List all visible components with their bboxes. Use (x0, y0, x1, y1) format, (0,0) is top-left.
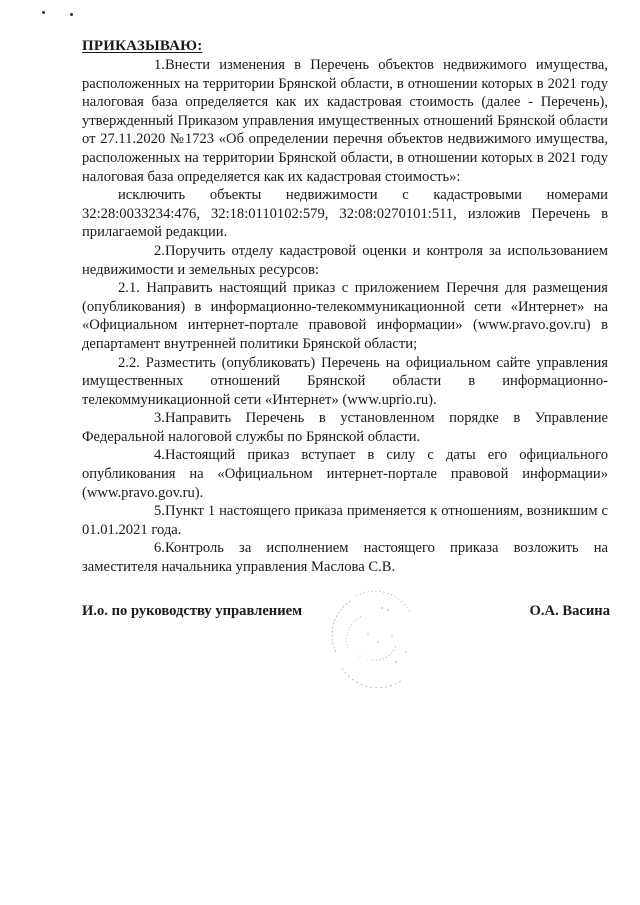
official-stamp (322, 582, 426, 692)
item-text: Настоящий приказ вступает в силу с даты его официального опубликования на «Официальном интернет-портале правовой информации» (www.pravo.gov.ru). (82, 447, 608, 501)
item-number: 6. (154, 540, 165, 557)
item-number: 1. (154, 57, 165, 73)
item-text: Пункт 1 настоящего приказа применяется к отношениям, возникшим с 01.01.2021 года. (82, 503, 608, 538)
item-number: 5. (154, 503, 165, 520)
order-item-2-2 (82, 354, 608, 410)
order-item-2 (82, 242, 608, 279)
order-item-1 (82, 56, 608, 186)
item-text: 2.2. Разместить (опубликовать) Перечень на официальном сайте управления имущественных отношений Брянской области в информационно-телекоммуникационной сети «Интернет» (www.uprio.ru). (82, 354, 608, 408)
order-item-2-1 (82, 279, 608, 353)
item-text: Поручить отделу кадастровой оценки и контроля за использованием недвижимости и земельных ресурсов: (82, 242, 608, 278)
order-item-6 (82, 539, 608, 576)
order-item-5 (82, 502, 608, 539)
item-number: 3. (154, 410, 165, 427)
order-body (82, 56, 608, 577)
item-text: исключить объекты недвижимости с кадастровыми номерами 32:28:0033234:476, 32:18:0110102:579, 32:08:0270101:511, изложив Перечень в прилагаемой редакции. (82, 187, 608, 241)
item-text: Контроль за исполнением настоящего приказа возложить на заместителя начальника управления Маслова С.В. (82, 540, 608, 576)
order-item-3 (82, 409, 608, 446)
item-text: Внести изменения в Перечень объектов недвижимого имущества, расположенных на территории Брянской области, в отношении которых в 2021 году налоговая база определяется как их кадастровая стоимость (далее - Перечень), утвержденный Приказом управления имущественных отношений Брянской области от 27.11.2020 №1723 «Об определении перечня объектов недвижимого имущества, расположенных на территории Брянской области, в отношении которых в 2021 году налоговая база определяется как их кадастровая стоимость»: (82, 57, 608, 185)
item-text: Направить Перечень в установленном порядке в Управление Федеральной налоговой службы по Брянской области. (82, 410, 608, 445)
signatory-name: О.А. Васина (529, 603, 610, 619)
scan-speck (42, 11, 45, 14)
item-text: 2.1. Направить настоящий приказ с приложением Перечня для размещения (опубликования) в информационно-телекоммуникационной сети «Интернет» на «Официальном интернет-портале правовой информации» (www.pravo.gov.ru) в департамент внутренней политики Брянской области; (82, 280, 608, 352)
order-heading: ПРИКАЗЫВАЮ: (82, 38, 203, 54)
item-number: 4. (154, 447, 165, 464)
order-item-4 (82, 446, 608, 502)
signatory-position: И.о. по руководству управлением (82, 603, 303, 619)
order-item-1-sub (82, 186, 608, 242)
item-number: 2. (154, 242, 165, 259)
scan-speck (70, 13, 73, 16)
